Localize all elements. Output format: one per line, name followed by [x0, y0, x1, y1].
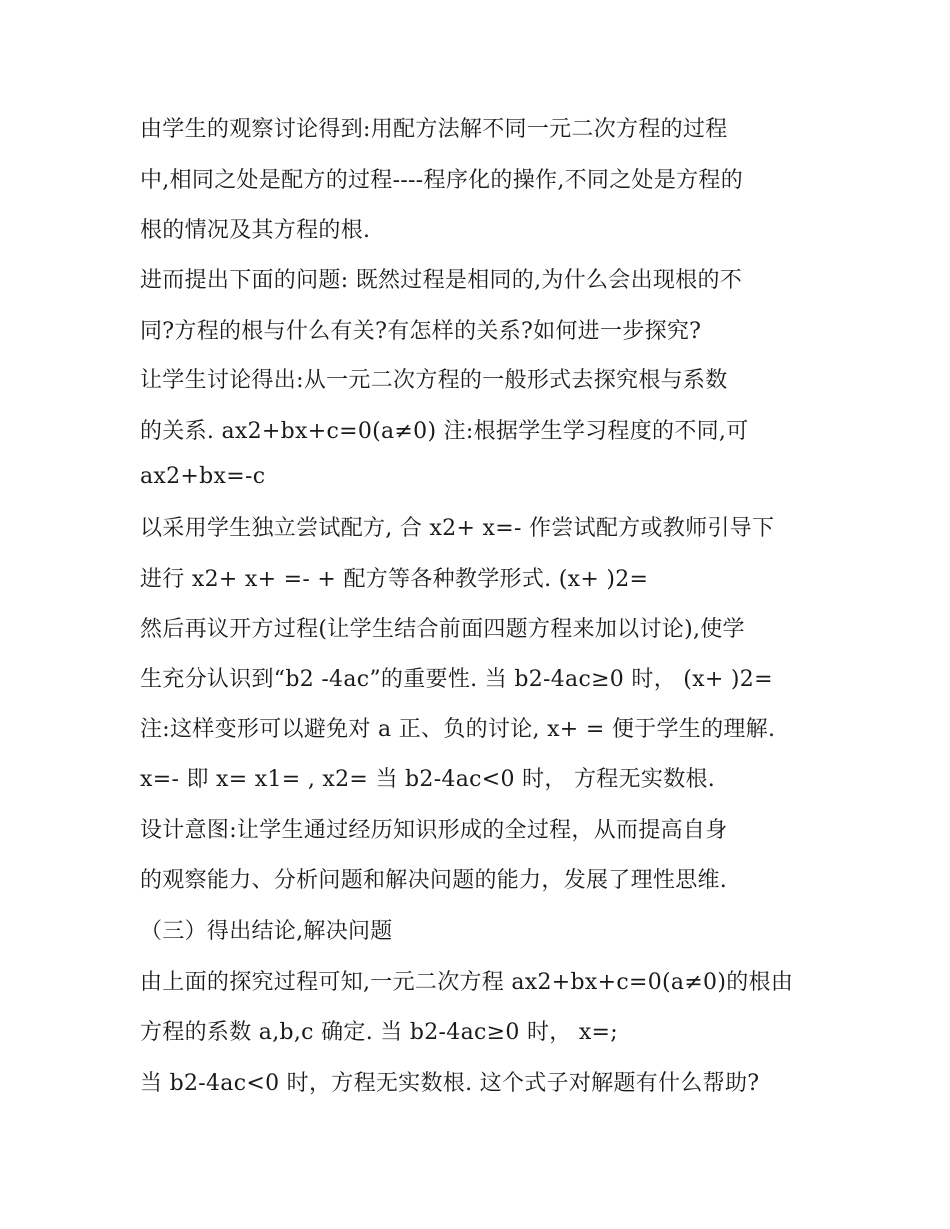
text-line: 由学生的观察讨论得到:用配方法解不同一元二次方程的过程: [140, 117, 728, 142]
section-heading: （三）得出结论,解决问题: [140, 919, 393, 944]
text-line: 设计意图:让学生通过经历知识形成的全过程，从而提高自身: [140, 818, 728, 843]
text-line: 以采用学生独立尝试配方, 合 x2+ x=- 作尝试配方或教师引导下: [140, 516, 775, 541]
text-line: 进行 x2+ x+ =- + 配方等各种教学形式. (x+ )2=: [140, 567, 649, 592]
text-line: ax2+bx=-c: [140, 464, 266, 489]
text-line: 当 b2-4ac<0 时，方程无实数根. 这个式子对解题有什么帮助?: [140, 1071, 760, 1096]
text-line: 让学生讨论得出:从一元二次方程的一般形式去探究根与系数: [140, 368, 728, 393]
text-line: 然后再议开方过程(让学生结合前面四题方程来加以讨论),使学: [140, 617, 745, 642]
text-line: 的关系. ax2+bx+c=0(a≠0) 注:根据学生学习程度的不同,可: [140, 419, 749, 444]
text-line: 方程的系数 a,b,c 确定. 当 b2-4ac≥0 时， x=;: [140, 1020, 618, 1045]
text-line: 同?方程的根与什么有关?有怎样的关系?如何进一步探究?: [140, 319, 702, 344]
text-line: 注:这样变形可以避免对 a 正、负的讨论, x+ = 便于学生的理解.: [140, 717, 776, 742]
text-line: 根的情况及其方程的根.: [140, 218, 371, 243]
text-line: 中,相同之处是配方的过程----程序化的操作,不同之处是方程的: [140, 168, 744, 193]
text-line: 生充分认识到“b2 -4ac”的重要性. 当 b2-4ac≥0 时， (x+ )2=: [140, 667, 773, 692]
text-line: x=- 即 x= x1= , x2= 当 b2-4ac<0 时， 方程无实数根.: [140, 767, 716, 792]
text-line: 由上面的探究过程可知,一元二次方程 ax2+bx+c=0(a≠0)的根由: [140, 970, 794, 995]
text-line: 的观察能力、分析问题和解决问题的能力，发展了理性思维.: [140, 868, 728, 893]
text-line: 进而提出下面的问题: 既然过程是相同的,为什么会出现根的不: [140, 268, 743, 293]
